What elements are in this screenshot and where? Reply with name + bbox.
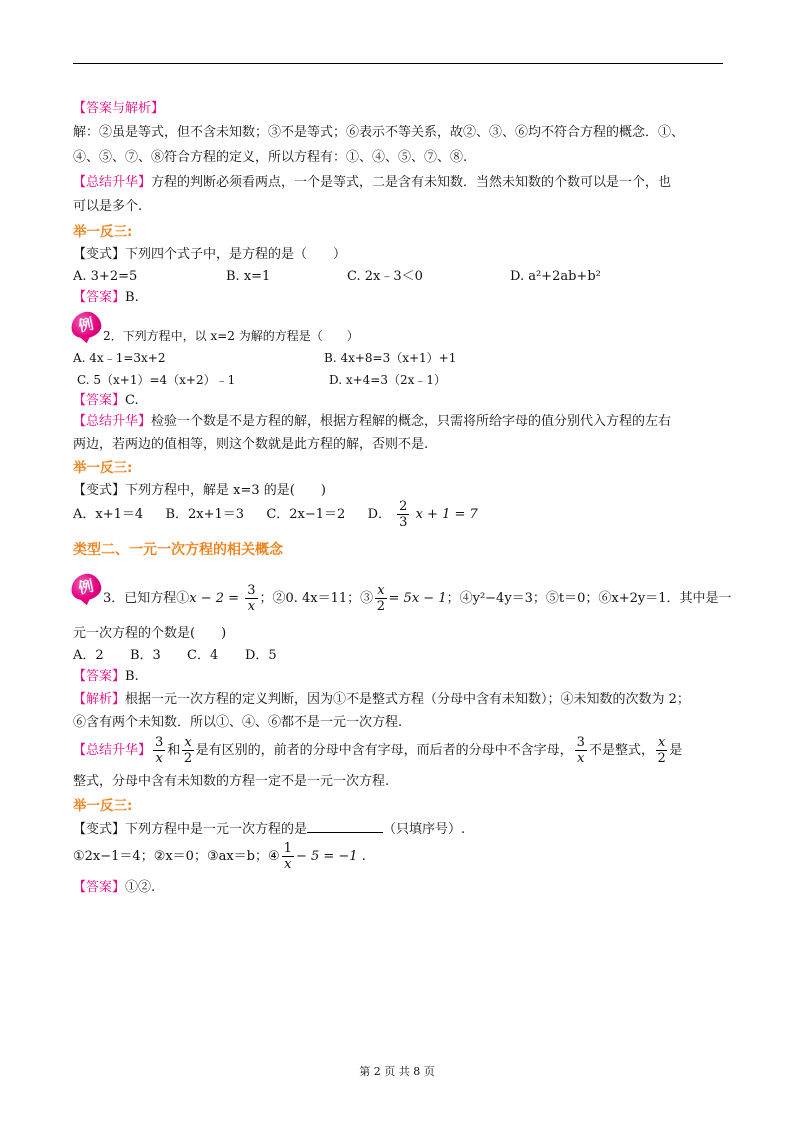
option-b: B. 4x+8=3（x+1）+1 xyxy=(324,351,457,365)
option-b: B．2x+1＝3 xyxy=(165,507,245,522)
fraction: $\frac{3}{x}$ xyxy=(155,735,164,766)
header-rule xyxy=(73,63,723,64)
fraction: $\frac{x}{2}$ xyxy=(376,583,385,614)
example-2-answer: 【答案】C. xyxy=(73,393,139,408)
example-2-summary-line-1: 【总结升华】检验一个数是不是方程的解，根据方程解的概念，只需将所给字母的值分别代入方程的左右 xyxy=(73,414,672,429)
jyfs-heading-1: 举一反三: xyxy=(73,224,133,240)
variant-1-answer: 【答案】B. xyxy=(73,290,139,305)
example-2-question: 2．下列方程中，以 x=2 为解的方程是（ ） xyxy=(103,329,359,343)
example-badge-icon: 例 xyxy=(69,571,104,603)
fraction: $\frac{3}{x}$ xyxy=(247,583,256,614)
example-3-answer: 【答案】B. xyxy=(73,669,139,684)
example-3-summary-line-1: 【总结升华】 $\frac{3}{x}$ 和 $\frac{x}{2}$ 是有区别的，前者的分母中含有字母，而后者的分母中不含字母， $\frac{3}{x}$ 不是整式， $\frac{x}{2}$ 是 xyxy=(73,735,683,766)
option-c: C. 2x﹣3＜0 xyxy=(347,269,423,284)
option-c: C. 5（x+1）=4（x+2）﹣1 xyxy=(77,373,236,387)
option-c: C．4 xyxy=(187,648,219,663)
answer-blank xyxy=(307,818,383,833)
option-c: C．2x−1＝2 xyxy=(266,507,346,522)
page-footer: 第 2 页 共 8 页 xyxy=(359,1065,435,1078)
option-d: D. a²+2ab+b² xyxy=(510,269,601,284)
analysis-line-2: ④、⑤、⑦、⑧符合方程的定义，所以方程有：①、④、⑤、⑦、⑧. xyxy=(73,150,468,165)
analysis-line-1: 解：②虽是等式，但不含未知数；③不是等式；⑥表示不等关系，故②、③、⑥均不符合方程的概念．①、 xyxy=(73,125,685,140)
jyfs-heading-3: 举一反三: xyxy=(73,798,133,814)
example-2-summary-line-2: 两边，若两边的值相等，则这个数就是此方程的解，否则不是. xyxy=(73,437,429,452)
variant-2-question: 【变式】下列方程中，解是 x=3 的是( ) xyxy=(73,483,326,498)
section-2-title: 类型二、一元一次方程的相关概念 xyxy=(73,542,283,558)
variant-1-question: 【变式】下列四个式子中，是方程的是（ ） xyxy=(73,247,347,262)
fraction: $\frac{x}{2}$ xyxy=(183,735,193,766)
fraction: $\frac{x}{2}$ xyxy=(657,735,666,766)
example-3-analysis-line-1: 【解析】根据一元一次方程的定义判断，因为①不是整式方程（分母中含有未知数）；④未知数的次数为 2； xyxy=(73,692,690,707)
fraction: $\frac{3}{x}$ xyxy=(576,735,585,766)
answer-analysis-heading: 【答案与解析】 xyxy=(73,101,165,116)
example-3-analysis-line-2: ⑥含有两个未知数．所以①、④、⑥都不是一元一次方程. xyxy=(73,715,403,730)
summary-1-line-2: 可以是多个. xyxy=(73,199,143,214)
variant-3-items: ①2x−1＝4；②x＝0；③ax＝b；④ $\frac{1}{x}$ − 5 = −1 . xyxy=(73,841,366,872)
example-badge-icon: 例 xyxy=(69,309,104,341)
variant-2-options xyxy=(73,500,725,530)
option-a: A. 3+2=5 xyxy=(73,269,138,284)
variant-3-answer: 【答案】①②. xyxy=(73,880,156,895)
summary-1-line-1: 【总结升华】方程的判断必须看两点，一个是等式，二是含有未知数．当然未知数的个数可以是一个，也 xyxy=(73,175,672,190)
option-a: A．2 xyxy=(73,648,104,663)
example-3-summary-line-2: 整式，分母中含有未知数的方程一定不是一元一次方程. xyxy=(73,774,390,789)
fraction: $\frac{1}{x}$ xyxy=(283,841,292,872)
option-a: A．x+1＝4 xyxy=(73,507,144,522)
variant-3-question: 【变式】下列方程中是一元一次方程的是 （只填序号）. xyxy=(73,818,725,842)
option-d: D．5 xyxy=(245,648,277,663)
jyfs-heading-2: 举一反三: xyxy=(73,460,133,476)
option-b: B．3 xyxy=(130,648,161,663)
option-a: A. 4x﹣1=3x+2 xyxy=(73,351,166,365)
option-d: D. x+4=3（2x﹣1） xyxy=(329,373,447,387)
option-d: D． $\frac{2}{3}$ x + 1 = 7 xyxy=(367,499,478,530)
option-b: B. x=1 xyxy=(226,269,271,284)
fraction: $\frac{2}{3}$ xyxy=(399,499,408,530)
example-3-question-line-2: 元一次方程的个数是( ) xyxy=(73,626,227,641)
example-3-question: 3．已知方程①x − 2 = $\frac{3}{x}$ ；②0. 4x＝11；③ $\frac{x}{2}$ = 5x − 1；④y²−4y＝3；⑤t＝0；⑥x+2y＝1．其中是一 xyxy=(103,583,732,614)
